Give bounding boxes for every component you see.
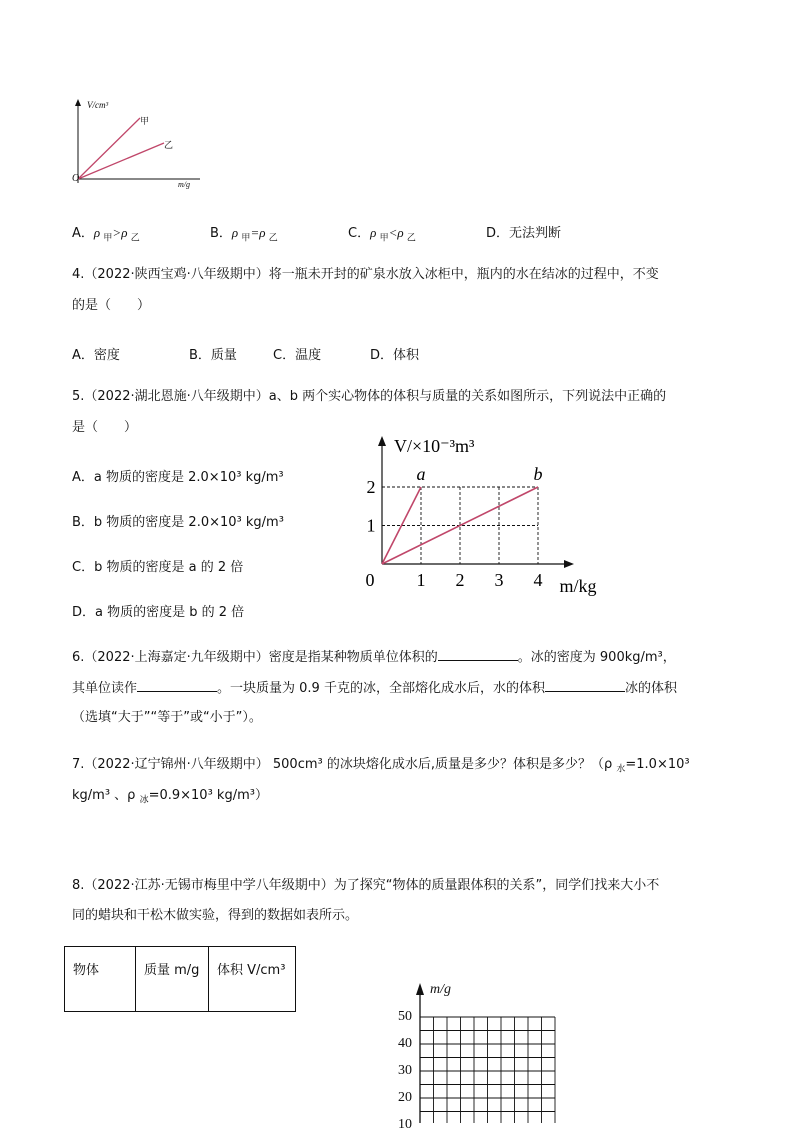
grid-y-label: m/g xyxy=(430,982,451,997)
q5-option-a[interactable]: A．a 物质的密度是 2.0×10³ kg/m³ xyxy=(72,470,284,485)
q5-option-c[interactable]: C．b 物质的密度是 a 的 2 倍 xyxy=(72,560,244,575)
graph-jia-yi xyxy=(60,98,210,193)
graph1-x-label: m/g xyxy=(178,180,190,189)
x-tick-label-2: 2 xyxy=(455,570,465,590)
q7-line2: kg/m³ 、ρ $_冰$=0.9×10³ kg/m³） xyxy=(72,788,268,806)
y-axis-label: V/×10⁻³m³ xyxy=(394,436,475,456)
q6-line2: 其单位读作 。一块质量为 0.9 千克的冰，全部熔化成水后，水的体积 冰的体积 xyxy=(72,677,677,699)
q8-stem-line2: 同的蜡块和干松木做实验，得到的数据如表所示。 xyxy=(72,908,359,923)
line-jia xyxy=(78,118,140,179)
q8-data-table xyxy=(64,946,296,1012)
q6-blank-3[interactable] xyxy=(545,677,625,692)
grid-y-tick-30: 30 xyxy=(398,1063,412,1078)
q3-option-c[interactable]: C．ρ $_甲$<ρ $_乙$ xyxy=(348,225,416,244)
q3-option-d[interactable]: D．无法判断 xyxy=(486,226,562,241)
table-header-object: 物体 xyxy=(65,947,136,1012)
q4-option-d[interactable]: D．体积 xyxy=(370,348,420,363)
x-tick-label-3: 3 xyxy=(494,570,504,590)
q3-option-b[interactable]: B．ρ $_甲$=ρ $_乙$ xyxy=(210,225,278,244)
graph1-origin: O xyxy=(72,173,80,184)
series-label-b: b xyxy=(533,464,543,484)
q6-blank-1[interactable] xyxy=(438,646,518,661)
grid-y-axis-arrow xyxy=(416,983,424,995)
x-tick-label-1: 1 xyxy=(416,570,426,590)
q6-blank-2[interactable] xyxy=(137,677,217,692)
graph1-yi-label: 乙 xyxy=(164,140,174,150)
y-tick-label-1: 1 xyxy=(366,515,376,536)
q4-stem-line2: 的是（ ） xyxy=(72,298,151,313)
table-header-mass: 质量 m/g xyxy=(136,947,209,1012)
q3-option-a[interactable]: A．ρ $_甲$>ρ $_乙$ xyxy=(72,225,140,244)
q5-stem-line2: 是（ ） xyxy=(72,420,138,435)
q5-chart xyxy=(360,430,610,595)
q7-line1: 7.（2022·辽宁锦州·八年级期中） 500cm³ 的冰块熔化成水后,质量是多少？体积是多少？（ρ $_水$=1.0×10³ xyxy=(72,757,690,775)
q8-stem-line1: 8.（2022·江苏·无锡市梅里中学八年级期中）为了探究“物体的质量跟体积的关系”，同学们找来大小不 xyxy=(72,878,660,893)
grid-y-tick-20: 20 xyxy=(398,1090,412,1105)
q5-stem-line1: 5.（2022·湖北恩施·八年级期中）a、b 两个实心物体的体积与质量的关系如图所示，下列说法中正确的 xyxy=(72,389,667,404)
table-header-row xyxy=(65,947,296,1012)
grid-y-tick-40: 40 xyxy=(398,1036,412,1051)
series-label-a: a xyxy=(416,464,426,484)
table-header-volume: 体积 V/cm³ xyxy=(209,947,296,1012)
x-axis-label: m/kg xyxy=(559,576,597,596)
x-tick-label-0: 0 xyxy=(365,570,375,590)
x-axis-arrow xyxy=(564,560,574,568)
grid-y-tick-10: 10 xyxy=(398,1117,412,1132)
q8-grid xyxy=(412,975,572,1123)
y-tick-label-2: 2 xyxy=(366,477,376,497)
graph1-jia-label: 甲 xyxy=(140,116,150,126)
q5-option-d[interactable]: D．a 物质的密度是 b 的 2 倍 xyxy=(72,605,245,620)
grid-y-tick-50: 50 xyxy=(398,1009,412,1024)
graph1-y-label: V/cm³ xyxy=(87,100,109,110)
q6-line1: 6.（2022·上海嘉定·九年级期中）密度是指某种物质单位体积的 。冰的密度为 900kg/m³， xyxy=(72,646,676,668)
x-tick-label-4: 4 xyxy=(533,570,543,590)
q4-option-c[interactable]: C．温度 xyxy=(273,348,322,363)
q4-stem-line1: 4.（2022·陕西宝鸡·八年级期中）将一瓶未开封的矿泉水放入冰柜中，瓶内的水在结冰的过程中，不变 xyxy=(72,267,659,282)
q6-line3: （选填“大于”“等于”或“小于”）。 xyxy=(72,710,262,725)
line-yi xyxy=(78,143,164,179)
q5-option-b[interactable]: B．b 物质的密度是 2.0×10³ kg/m³ xyxy=(72,515,284,530)
q4-option-b[interactable]: B．质量 xyxy=(189,348,237,363)
y-axis-arrow xyxy=(378,436,386,446)
q4-option-a[interactable]: A．密度 xyxy=(72,348,120,363)
y-axis-arrow xyxy=(75,99,81,106)
